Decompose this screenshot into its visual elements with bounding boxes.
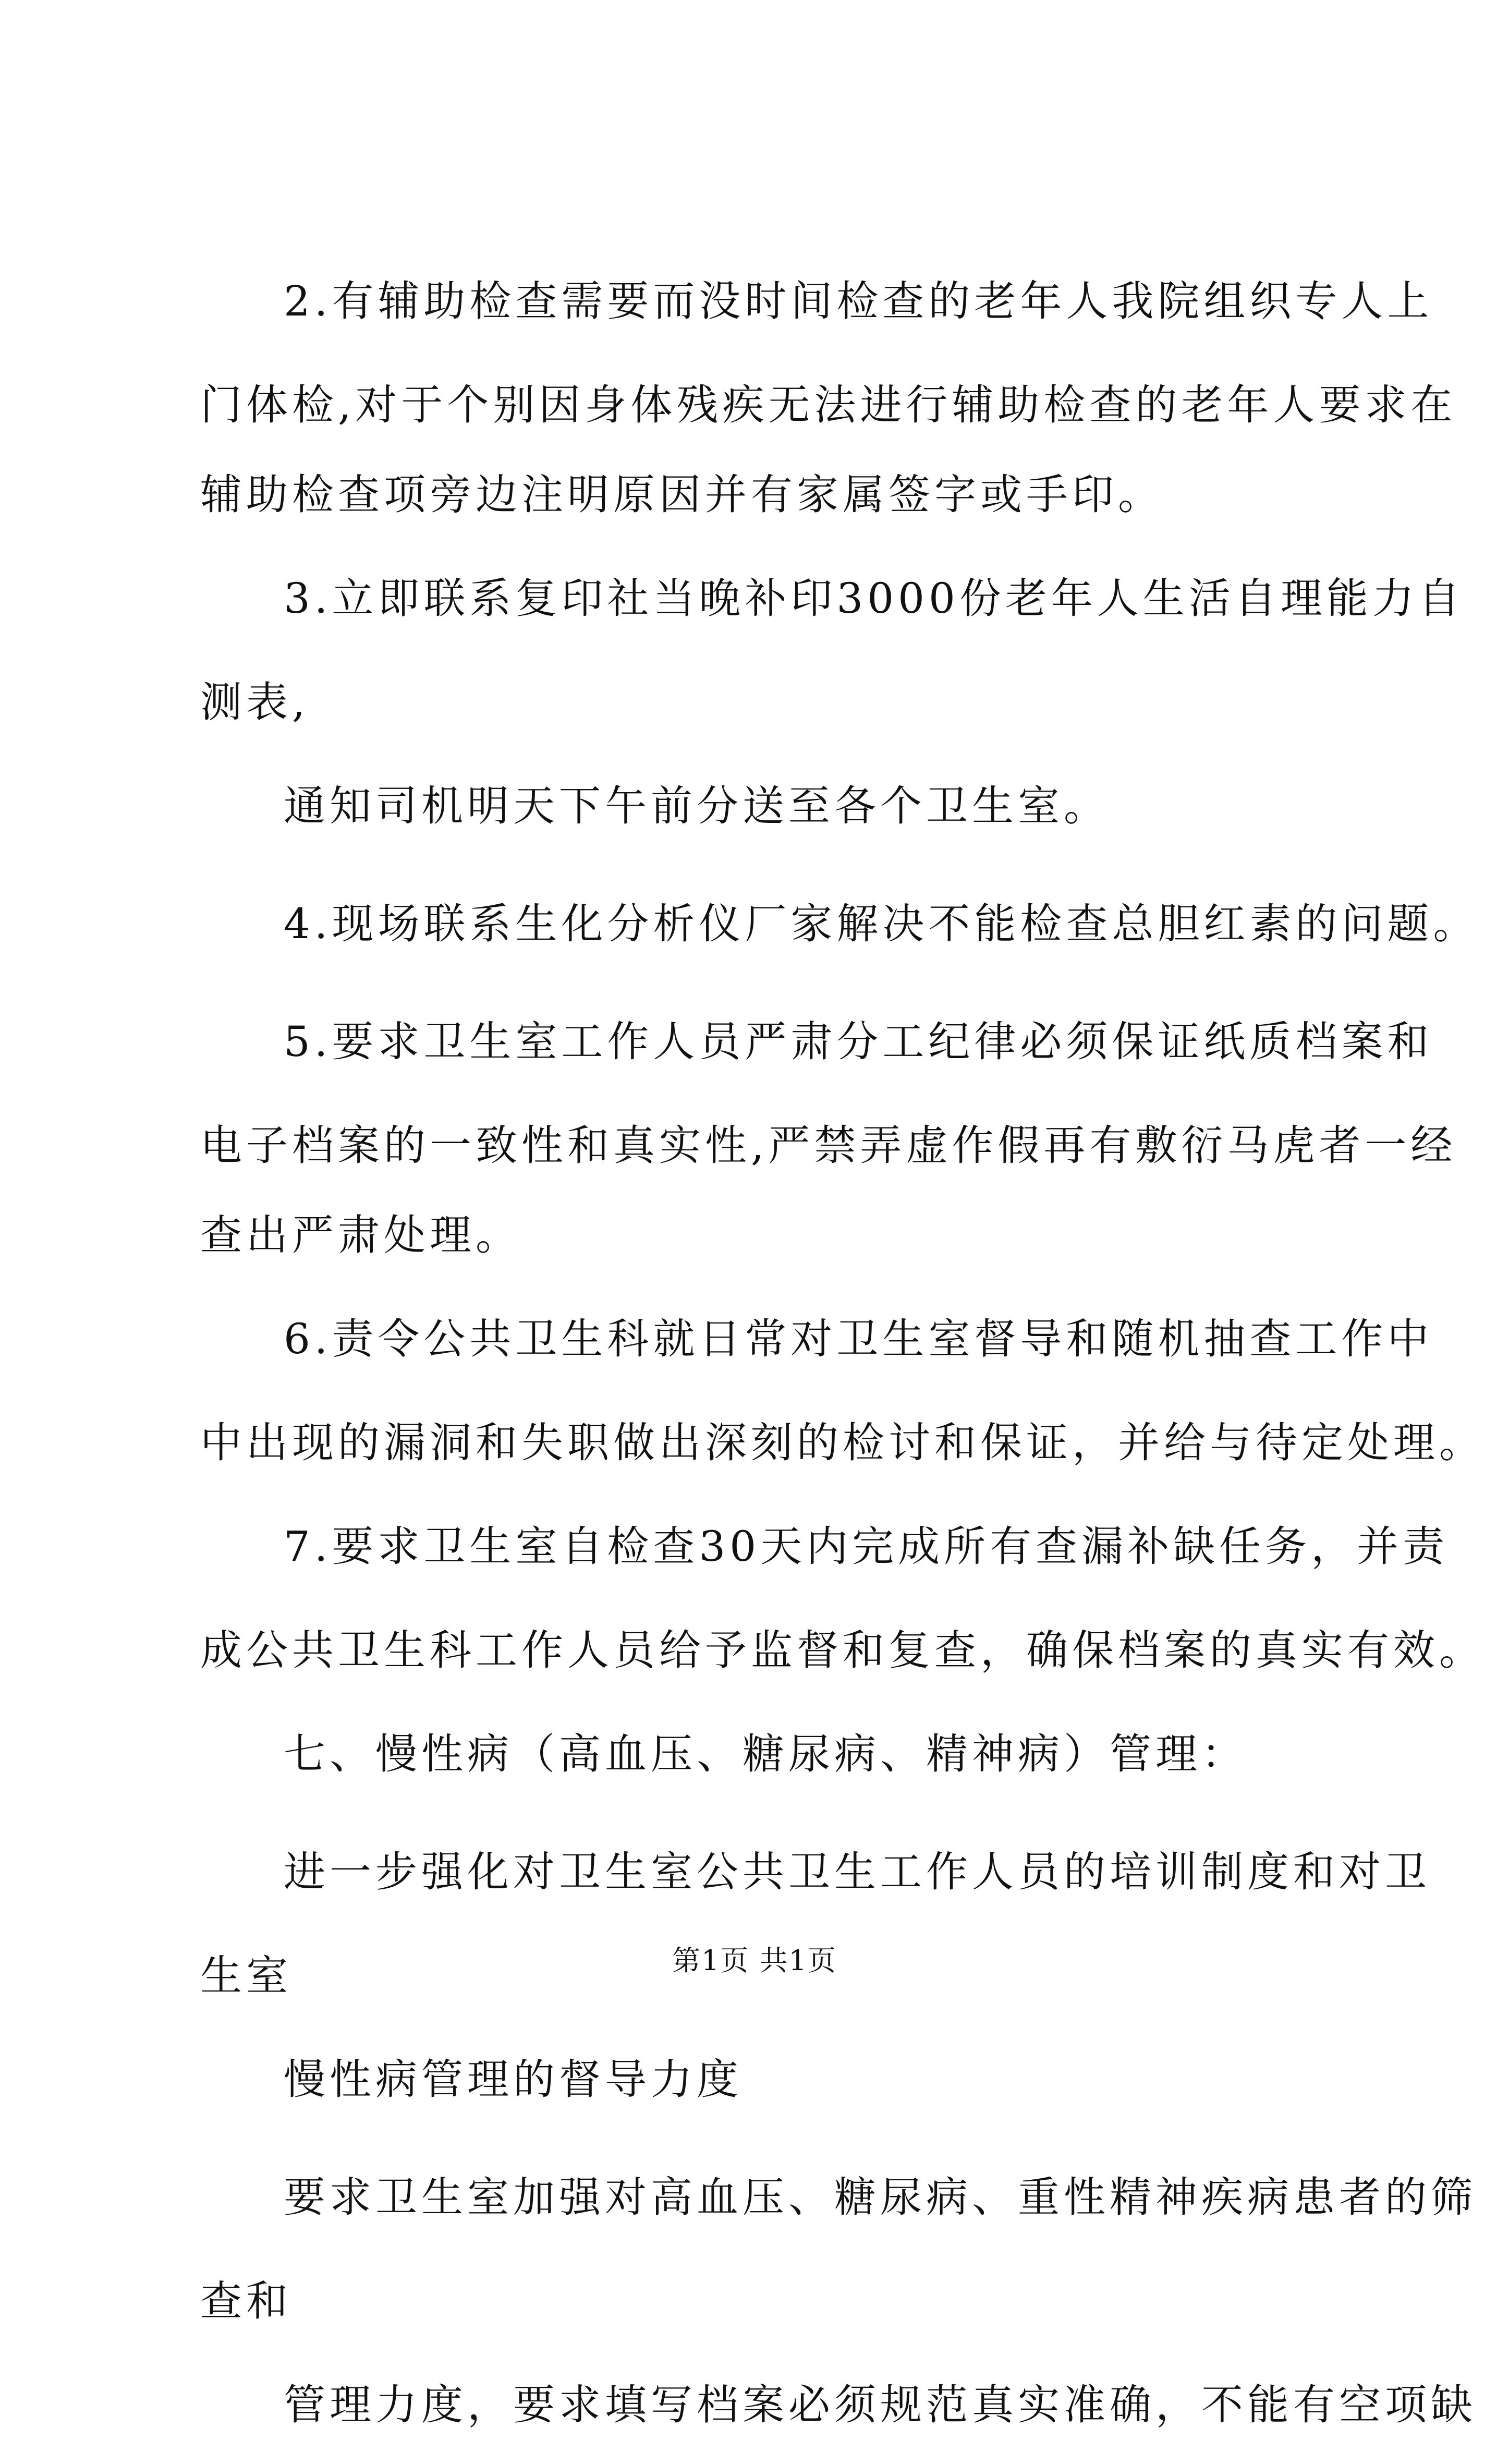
text-line: 成公共卫生科工作人员给予监督和复查，确保档案的真实有效。 [200,1626,1485,1674]
text-line: 3.立即联系复印社当晚补印3000份老年人生活自理能力自 [284,574,1464,623]
text-line: 6.责令公共卫生科就日常对卫生室督导和随机抽查工作中 [284,1315,1433,1363]
page-footer: 第1页 共1页 [672,1944,837,1977]
text-line: 通知司机明天下午前分送至各个卫生室。 [284,782,1110,830]
text-line: 生室 [200,1951,292,2000]
text-line: 慢性病管理的督导力度 [284,2055,743,2104]
text-line: 要求卫生室加强对高血压、糖尿病、重性精神疾病患者的筛 [284,2173,1477,2222]
text-line: 查出严肃处理。 [200,1211,521,1259]
text-line: 查和 [200,2277,292,2325]
text-line: 辅助检查项旁边注明原因并有家属签字或手印。 [200,470,1164,519]
text-line: 进一步强化对卫生室公共卫生工作人员的培训制度和对卫 [284,1848,1431,1896]
text-line: 5.要求卫生室工作人员严肃分工纪律必须保证纸质档案和 [284,1017,1433,1066]
text-line: 2.有辅助检查需要而没时间检查的老年人我院组织专人上 [284,277,1433,325]
text-line: 门体检,对于个别因身体残疾无法进行辅助检查的老年人要求在 [200,381,1457,429]
document-body [200,242,1485,2464]
text-line: 七、慢性病（高血压、糖尿病、精神病）管理： [284,1730,1247,1778]
text-line: 7.要求卫生室自检查30天内完成所有查漏补缺任务，并责 [284,1522,1449,1571]
text-line: 测表, [200,678,310,726]
text-line: 中出现的漏洞和失职做出深刻的检讨和保证，并给与待定处理。 [200,1418,1485,1467]
text-line: 4.现场联系生化分析仪厂家解决不能检查总胆红素的问题。 [284,900,1479,948]
text-line: 电子档案的一致性和真实性,严禁弄虚作假再有敷衍马虎者一经 [200,1121,1457,1170]
text-line: 管理力度，要求填写档案必须规范真实准确，不能有空项缺 [284,2381,1477,2429]
